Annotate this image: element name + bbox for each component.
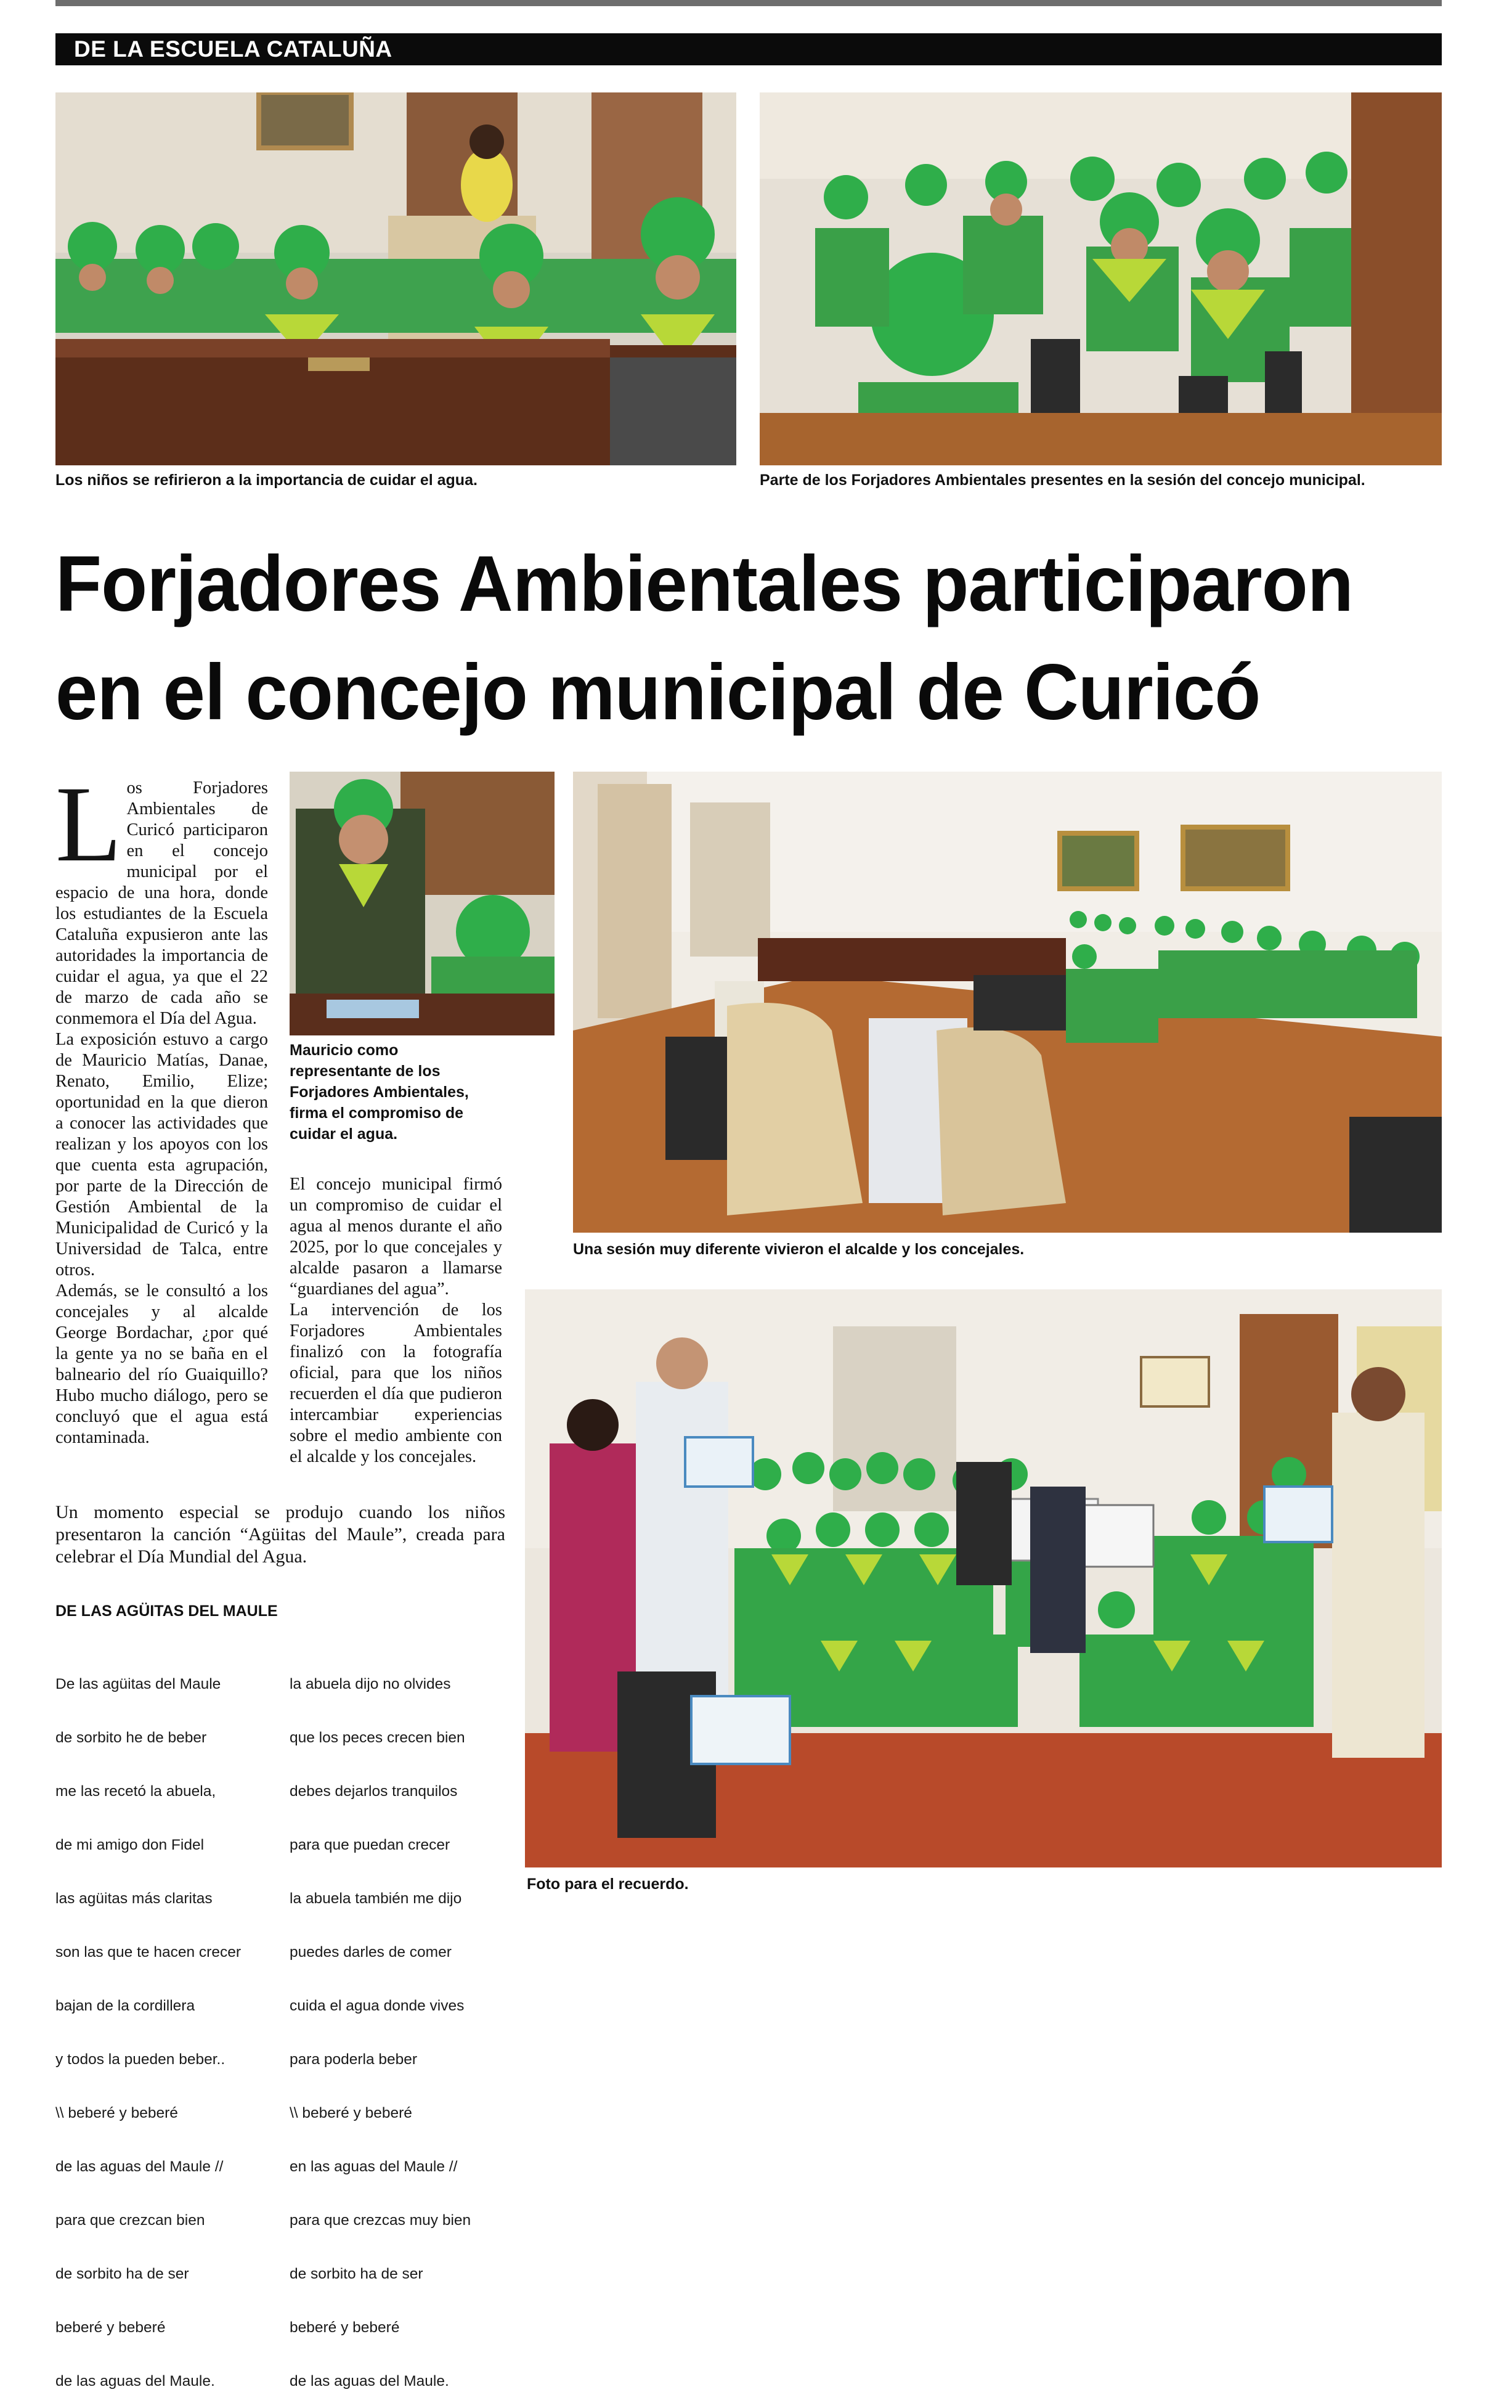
song-column-1: [55, 1639, 283, 2408]
article-column-2: [290, 1174, 502, 1467]
caption-children-at-council: Los niños se refirieron a la importancia de cuidar el agua.: [55, 471, 478, 489]
headline: [55, 530, 1392, 747]
caption-council-session: Una sesión muy diferente vivieron el alcalde y los concejales.: [573, 1241, 1025, 1258]
song-verse-line: para que crezcan bien: [55, 2212, 205, 2229]
photo-council-session: [573, 772, 1442, 1233]
song-verse-line: la abuela dijo no olvides: [290, 1676, 451, 1692]
photo-mauricio-signing: [290, 772, 555, 1035]
photo-children-at-council: [55, 92, 736, 465]
paragraph-5: La intervención de los Forjadores Ambientales finalizó con la fotografía oficial, para que los niños recuerden el día que pudieron intercambiar experiencias sobre el medio ambiente con el alcalde y los concejales.: [290, 1300, 502, 1466]
paragraph-1: os Forjadores Ambientales de Curicó participaron en el concejo municipal por el espacio de una hora, donde los estudiantes de la Escuela Cataluña expusieron ante las autoridades la importancia de cuidar el agua, ya que el 22 de marzo de cada año se conmemora el Día del Agua.: [55, 778, 268, 1028]
top-rule: [55, 0, 1442, 6]
song-verse-line: las agüitas más claritas: [55, 1890, 213, 1907]
headline-line-2: en el concejo municipal de Curicó: [55, 648, 1261, 737]
song-verse-line: la abuela también me dijo: [290, 1890, 462, 1907]
song-verse-line: para que crezcas muy bien: [290, 2212, 471, 2229]
dropcap: L: [55, 764, 122, 884]
song-verse-line: beberé y beberé: [55, 2319, 166, 2336]
paragraph-6: Un momento especial se produjo cuando los niños presentaron la canción “Agüitas del Maule”, creada para celebrar el Día Mundial del Agua.: [55, 1502, 505, 1567]
song-verse-line: puedes darles de comer: [290, 1944, 452, 1961]
song-column-2: [290, 1639, 518, 2408]
song-verse-line: beberé y beberé: [290, 2319, 400, 2336]
paragraph-2: La exposición estuvo a cargo de Mauricio Matías, Danae, Renato, Emilio, Elize; oportunidad en la que dieron a conocer las actividades que realizan y los apoyos con los que cuenta esta agrupación, por parte de la Dirección de Gestión Ambiental de la Municipalidad de Curicó y la Universidad de Talca, entre otros.: [55, 1030, 268, 1280]
song-verse-line: de las aguas del Maule.: [55, 2373, 215, 2390]
article-closing: [55, 1501, 505, 1568]
song-verse-line: de las aguas del Maule //: [55, 2158, 224, 2175]
song-verse-line: de sorbito ha de ser: [290, 2266, 423, 2282]
song-verse-line: de sorbito he de beber: [55, 1729, 207, 1746]
song-verse-line: para poderla beber: [290, 2051, 418, 2068]
song-verse-line: \\ beberé y beberé: [290, 2105, 412, 2121]
song-verse-line: para que puedan crecer: [290, 1837, 450, 1853]
caption-group-photo: Foto para el recuerdo.: [527, 1875, 689, 1893]
song-verse-line: \\ beberé y beberé: [55, 2105, 178, 2121]
song-verse-line: de las aguas del Maule.: [290, 2373, 449, 2390]
section-label: DE LA ESCUELA CATALUÑA: [74, 36, 392, 62]
song-verse-line: bajan de la cordillera: [55, 1998, 195, 2014]
song-verse-line: son las que te hacen crecer: [55, 1944, 241, 1961]
song-verse-line: De las agüitas del Maule: [55, 1676, 221, 1692]
song-verse-line: cuida el agua donde vives: [290, 1998, 465, 2014]
paragraph-3: Además, se le consultó a los concejales y al alcalde George Bordachar, ¿por qué la gente ya no se baña en el balneario del río Guaiquillo? Hubo mucho diálogo, pero se concluyó que el agua está contaminada.: [55, 1281, 268, 1447]
caption-mauricio-signing: Mauricio como representante de los Forjadores Ambientales, firma el compromiso de cuidar el agua.: [290, 1042, 469, 1143]
paragraph-4: El concejo municipal firmó un compromiso de cuidar el agua al menos durante el año 2025, por lo que concejales y alcalde pasaron a llamarse “guardianes del agua”.: [290, 1175, 502, 1299]
song-verse-line: que los peces crecen bien: [290, 1729, 465, 1746]
song-verse-line: debes dejarlos tranquilos: [290, 1783, 458, 1800]
caption-students-seated: Parte de los Forjadores Ambientales presentes en la sesión del concejo municipal.: [760, 471, 1365, 489]
song-verse-line: me las recetó la abuela,: [55, 1783, 216, 1800]
song-verse-line: en las aguas del Maule //: [290, 2158, 458, 2175]
photo-group: [525, 1289, 1442, 1867]
photo-students-seated: [760, 92, 1442, 465]
headline-line-1: Forjadores Ambientales participaron: [55, 540, 1353, 628]
song-title: DE LAS AGÜITAS DEL MAULE: [55, 1602, 278, 1620]
article-column-1: [55, 764, 268, 1448]
song-verse-line: de mi amigo don Fidel: [55, 1837, 205, 1853]
song-verse-line: y todos la pueden beber..: [55, 2051, 226, 2068]
section-bar: [55, 33, 1442, 65]
song-verse-line: de sorbito ha de ser: [55, 2266, 189, 2282]
